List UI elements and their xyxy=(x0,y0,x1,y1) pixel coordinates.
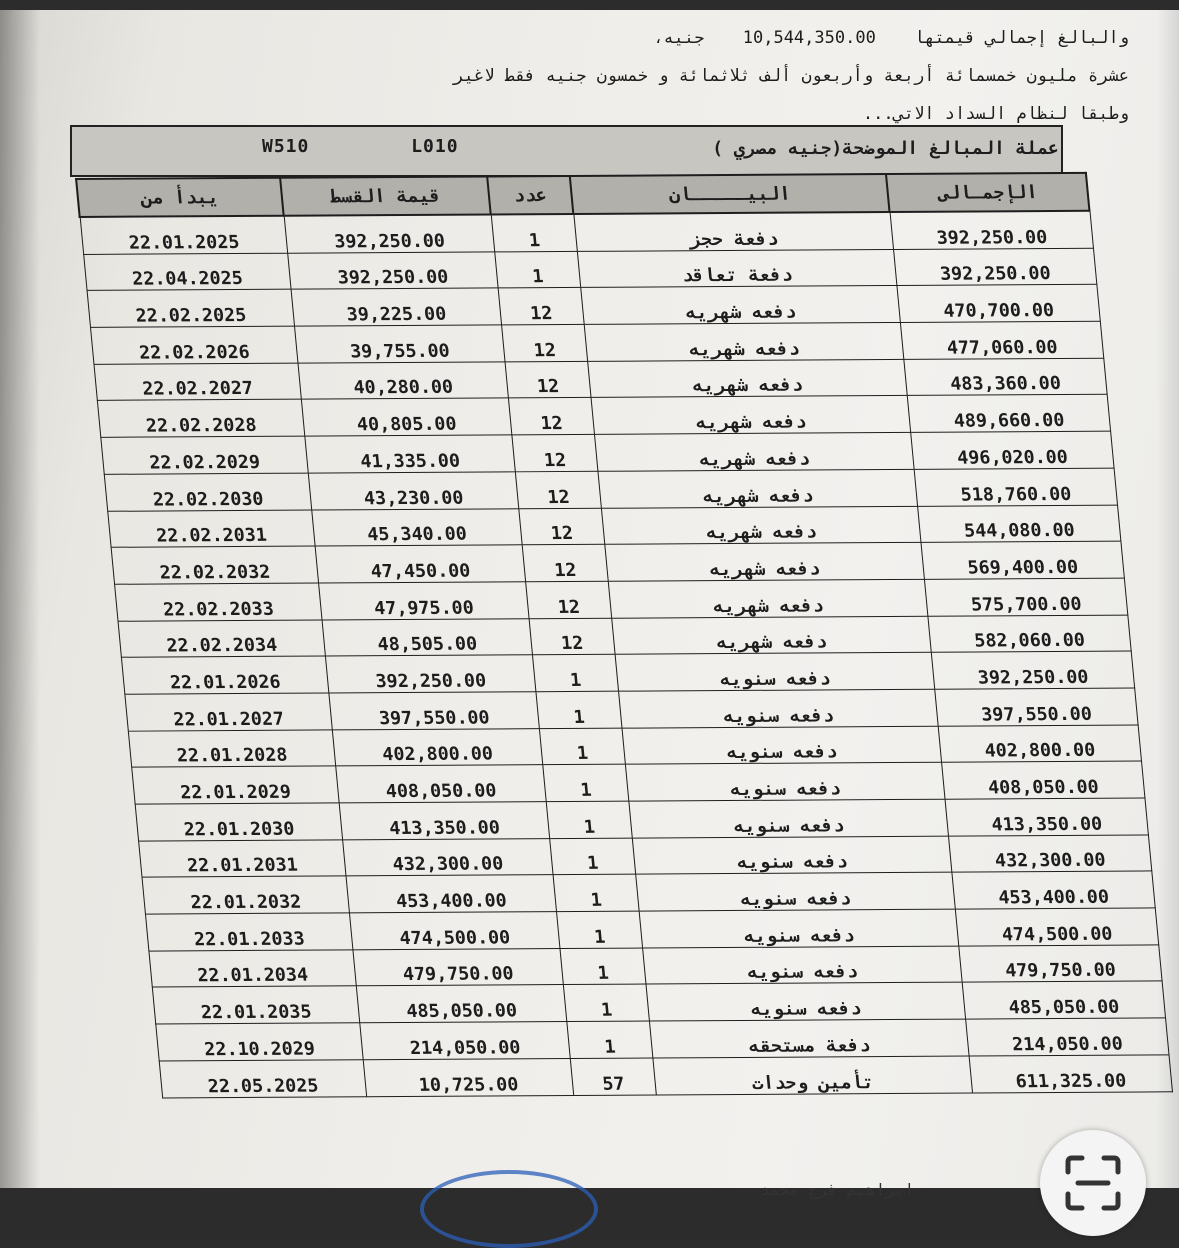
cell-description: تأمين وحدات xyxy=(652,1056,972,1095)
unit-code-1: W510 xyxy=(262,136,310,157)
cell-description: دفعه سنويه xyxy=(645,983,965,1022)
cell-total: 474,500.00 xyxy=(955,908,1158,946)
table-row xyxy=(152,981,1165,1024)
cell-start: 22.10.2029 xyxy=(155,1023,362,1061)
cell-count: 1 xyxy=(546,801,632,838)
cell-installment: 432,300.00 xyxy=(342,838,552,876)
cell-installment: 392,250.00 xyxy=(325,655,535,693)
cell-installment: 453,400.00 xyxy=(346,875,556,913)
table-row xyxy=(100,431,1113,474)
cell-start: 22.05.2025 xyxy=(159,1060,366,1098)
cell-total: 544,080.00 xyxy=(917,505,1120,543)
cell-start: 22.01.2032 xyxy=(142,876,349,914)
cell-installment: 397,550.00 xyxy=(328,692,538,730)
cell-total: 582,060.00 xyxy=(927,615,1130,653)
cell-installment: 47,450.00 xyxy=(315,545,525,583)
cell-description: دفعه سنويه xyxy=(628,799,948,838)
cell-start: 22.02.2029 xyxy=(100,436,307,474)
cell-start: 22.01.2034 xyxy=(148,950,355,988)
cell-description: دفعه شهريه xyxy=(591,396,911,435)
cell-count: 1 xyxy=(542,764,628,801)
cell-total: 575,700.00 xyxy=(924,578,1127,616)
cell-total: 402,800.00 xyxy=(938,725,1141,763)
cell-total: 489,660.00 xyxy=(907,395,1110,433)
table-row xyxy=(107,505,1120,548)
payment-table xyxy=(75,172,1173,1098)
table-row xyxy=(145,908,1158,951)
cell-installment: 43,230.00 xyxy=(308,472,518,510)
cell-count: 57 xyxy=(570,1058,656,1095)
cell-installment: 479,750.00 xyxy=(352,948,562,986)
cell-count: 12 xyxy=(515,471,601,508)
unit-code-2: L010 xyxy=(411,136,459,157)
total-amount-value: 10,544,350.00 xyxy=(742,28,876,48)
cell-total: 432,300.00 xyxy=(948,835,1151,873)
cell-count: 1 xyxy=(491,214,577,252)
cell-start: 22.02.2030 xyxy=(104,473,311,511)
cell-total: 392,250.00 xyxy=(931,651,1134,689)
signature-text: ابراهيم فرج محمد xyxy=(760,1180,915,1199)
total-amount-prefix: والبالغ إجمالي قيمتها xyxy=(914,28,1129,48)
cell-total: 413,350.00 xyxy=(945,798,1148,836)
cell-installment: 408,050.00 xyxy=(335,765,545,803)
cell-count: 12 xyxy=(522,544,608,581)
table-row xyxy=(135,798,1148,841)
table-row xyxy=(111,541,1124,584)
cell-total: 470,700.00 xyxy=(896,285,1099,323)
cell-total: 496,020.00 xyxy=(910,431,1113,469)
cell-installment: 40,280.00 xyxy=(297,362,507,400)
cell-count: 12 xyxy=(529,618,615,655)
cell-total: 392,250.00 xyxy=(890,211,1093,249)
cell-description: دفعه شهريه xyxy=(580,286,900,325)
cell-count: 1 xyxy=(539,728,625,765)
cell-count: 12 xyxy=(511,434,597,471)
cell-count: 12 xyxy=(525,581,611,618)
header-start: يبدأ من xyxy=(76,178,284,217)
cell-count: 1 xyxy=(494,251,580,288)
cell-count: 12 xyxy=(505,361,591,398)
cell-total: 483,360.00 xyxy=(903,358,1106,396)
table-row xyxy=(90,321,1103,364)
cell-start: 22.01.2029 xyxy=(131,766,338,804)
header-count: عدد xyxy=(487,176,573,214)
table-row xyxy=(142,871,1155,914)
cell-total: 214,050.00 xyxy=(965,1018,1168,1056)
table-row xyxy=(148,945,1161,988)
cell-installment: 41,335.00 xyxy=(304,435,514,473)
cell-count: 12 xyxy=(498,288,584,325)
cell-count: 12 xyxy=(501,324,587,361)
cell-installment: 474,500.00 xyxy=(349,912,559,950)
cell-description: دفعه سنويه xyxy=(625,763,945,802)
cell-description: دفعه سنويه xyxy=(615,653,935,692)
cell-description: دفعه سنويه xyxy=(639,909,959,948)
cell-start: 22.01.2030 xyxy=(135,803,342,841)
table-row xyxy=(138,835,1151,878)
payment-system-intro: وطبقا لنظام السداد الاتي... xyxy=(862,104,1129,124)
cell-description: دفعه شهريه xyxy=(587,359,907,398)
cell-installment: 214,050.00 xyxy=(359,1022,569,1060)
cell-count: 1 xyxy=(532,654,618,691)
cell-total: 569,400.00 xyxy=(920,541,1123,579)
page-shadow xyxy=(0,10,40,1188)
table-row xyxy=(131,761,1144,804)
cell-start: 22.02.2026 xyxy=(90,326,297,364)
scan-button[interactable] xyxy=(1040,1130,1146,1236)
cell-total: 392,250.00 xyxy=(893,248,1096,286)
cell-start: 22.01.2027 xyxy=(124,693,331,731)
table-row xyxy=(97,395,1110,438)
cell-total: 485,050.00 xyxy=(962,981,1165,1019)
cell-count: 1 xyxy=(563,984,649,1021)
cell-description: دفعة حجز xyxy=(573,212,893,251)
cell-start: 22.01.2028 xyxy=(128,730,335,768)
cell-description: دفعه شهريه xyxy=(611,616,931,655)
cell-description: دفعة تعاقد xyxy=(577,249,897,288)
cell-count: 1 xyxy=(535,691,621,728)
amount-in-words: عشرة مليون خمسمائة أربعة وأربعون ألف ثلاثمائة و خمسون جنيه فقط لاغير xyxy=(453,66,1129,86)
header-total: الإجمـالى xyxy=(886,173,1089,212)
cell-installment: 39,225.00 xyxy=(291,288,501,326)
cell-total: 518,760.00 xyxy=(914,468,1117,506)
cell-description: دفعة مستحقه xyxy=(649,1019,969,1058)
cell-start: 22.01.2035 xyxy=(152,986,359,1024)
cell-installment: 40,805.00 xyxy=(301,398,511,436)
header-description: البيـــــان xyxy=(570,174,890,214)
table-row xyxy=(104,468,1117,511)
cell-count: 1 xyxy=(553,874,639,911)
cell-start: 22.02.2027 xyxy=(93,363,300,401)
table-row xyxy=(117,615,1130,658)
cell-total: 479,750.00 xyxy=(958,945,1161,983)
cell-description: دفعه شهريه xyxy=(608,579,928,618)
cell-start: 22.02.2034 xyxy=(117,620,324,658)
cell-count: 1 xyxy=(556,911,642,948)
cell-start: 22.01.2031 xyxy=(138,840,345,878)
cell-start: 22.02.2031 xyxy=(107,510,314,548)
cell-total: 453,400.00 xyxy=(951,871,1154,909)
cell-count: 12 xyxy=(518,508,604,545)
cell-start: 22.02.2033 xyxy=(114,583,321,621)
cell-total: 408,050.00 xyxy=(941,761,1144,799)
cell-start: 22.01.2025 xyxy=(80,216,287,254)
currency-label: عملة المبالغ الموضحة(جنيه مصري ) xyxy=(712,138,1059,159)
cell-installment: 413,350.00 xyxy=(339,802,549,840)
cell-description: دفعه سنويه xyxy=(618,689,938,728)
cell-description: دفعه شهريه xyxy=(597,469,917,508)
currency-box xyxy=(70,125,1063,177)
payment-schedule xyxy=(75,172,1171,1098)
cell-count: 12 xyxy=(508,398,594,435)
document-page xyxy=(0,10,1179,1199)
cell-total: 477,060.00 xyxy=(900,321,1103,359)
cell-installment: 39,755.00 xyxy=(294,325,504,363)
cell-installment: 47,975.00 xyxy=(318,582,528,620)
cell-installment: 485,050.00 xyxy=(356,985,566,1023)
cell-total: 611,325.00 xyxy=(969,1055,1172,1093)
table-row xyxy=(121,651,1134,694)
table-row xyxy=(159,1055,1172,1098)
cell-description: دفعه سنويه xyxy=(642,946,962,985)
cell-start: 22.02.2028 xyxy=(97,400,304,438)
stamp-seal xyxy=(420,1170,598,1248)
cell-description: دفعه شهريه xyxy=(594,433,914,472)
cell-description: دفعه شهريه xyxy=(601,506,921,545)
cell-installment: 402,800.00 xyxy=(332,728,542,766)
cell-start: 22.01.2033 xyxy=(145,913,352,951)
cell-description: دفعه سنويه xyxy=(635,873,955,912)
cell-description: دفعه سنويه xyxy=(632,836,952,875)
table-row xyxy=(155,1018,1168,1061)
scan-icon xyxy=(1062,1152,1124,1214)
cell-installment: 392,250.00 xyxy=(287,252,497,290)
table-row xyxy=(128,725,1141,768)
cell-count: 1 xyxy=(566,1021,652,1058)
cell-count: 1 xyxy=(559,948,645,985)
cell-installment: 48,505.00 xyxy=(321,618,531,656)
cell-start: 22.04.2025 xyxy=(83,253,290,291)
table-row xyxy=(93,358,1106,401)
cell-installment: 10,725.00 xyxy=(363,1058,573,1096)
cell-description: دفعه سنويه xyxy=(621,726,941,765)
table-row xyxy=(83,248,1096,291)
total-amount-line xyxy=(653,28,1129,48)
table-row xyxy=(80,211,1093,254)
table-header-row xyxy=(76,173,1089,217)
cell-description: دفعه شهريه xyxy=(604,543,924,582)
cell-count: 1 xyxy=(549,838,635,875)
cell-start: 22.02.2025 xyxy=(87,290,294,328)
cell-installment: 45,340.00 xyxy=(311,508,521,546)
total-amount-suffix: جنيه، xyxy=(653,28,705,48)
table-row xyxy=(124,688,1137,731)
header-installment: قيمة القسط xyxy=(280,176,491,215)
table-row xyxy=(87,285,1100,328)
cell-description: دفعه شهريه xyxy=(584,323,904,362)
cell-total: 397,550.00 xyxy=(934,688,1137,726)
cell-installment: 392,250.00 xyxy=(284,214,495,252)
cell-start: 22.01.2026 xyxy=(121,656,328,694)
cell-start: 22.02.2032 xyxy=(111,546,318,584)
unit-codes xyxy=(262,136,549,157)
table-row xyxy=(114,578,1127,621)
